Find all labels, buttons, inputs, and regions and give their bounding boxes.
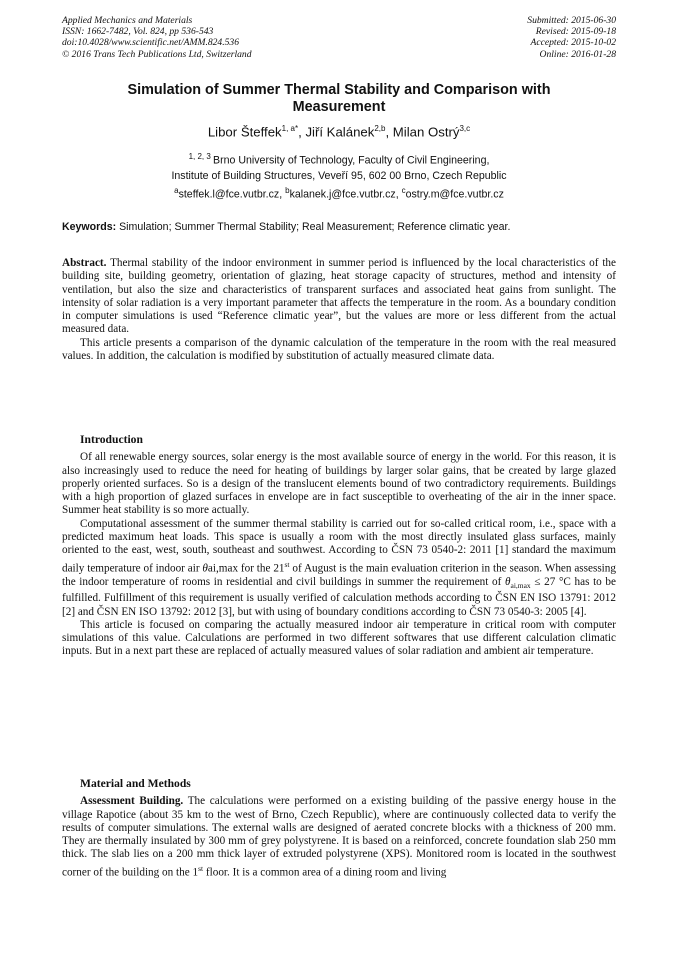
email-separator: , [395, 188, 402, 201]
theta-subscript: ai,max [510, 580, 531, 590]
methods-paragraph-1 [62, 795, 616, 880]
section-heading-introduction: Introduction [80, 433, 143, 446]
keywords-label: Keywords: [62, 221, 117, 233]
journal-name: Applied Mechanics and Materials [62, 15, 193, 26]
title-line-2: Measurement [292, 99, 386, 115]
intro-p2-text-c: of August is the main evaluation criterion in the season. When assessing the indoor temperature of rooms in residential and civil buildings in summer the requirement of [62, 562, 616, 588]
author-3-sup: 3,c [459, 124, 471, 133]
intro-paragraph-1: Of all renewable energy sources, solar energy is the most available source of energy in the world. For this reason, it is also increasingly used to reduce the need for heating of buildings by larger solar gains, that be created by large glazed properly oriented surfaces. So is a design of the translucent elements bound of two contradictory requirements. Buildings with a high proportion of glazed surfaces in envelope are in fact susceptible to overheating of the air in the inner space. Summer heat stability is so more actually. [62, 451, 616, 517]
methods-runin-heading: Assessment Building. [80, 795, 184, 808]
introduction-section [62, 433, 616, 659]
author-1: Libor Šteffek [207, 124, 282, 140]
ordinal-sup: st [198, 863, 204, 873]
email-b-link[interactable]: kalanek.j@fce.vutbr.cz [289, 188, 396, 201]
methods-text-a: The calculations were performed on a existing building of the passive energy house in the village Rapotice (about 35 km to the west of Brno, Czech Republic), where are continuously collected data to verify the results of computer simulations. The external walls are designed of aerated concrete blocks with a thickness of 200 mm. They are thermally insulated by 300 mm of grey polystyrene. It is based on a reinforced, concrete foundation slab 250 mm thick. The slab lies on a 200 mm thick layer of extruded polystyrene (XPS). Monitored room is located in the southwest corner of the building on the 1 [62, 795, 616, 879]
intro-p2-text-d: ≤ 27 °C has to be fulfilled. Fulfillment of this requirement is usually verified of calculation methods according to ČSN EN ISO 13791: 2012 [2] and ČSN EN ISO 13792: 2012 [3], but with using of boundary conditions according to ČSN 73 0540-3: 2005 [4]. [62, 575, 616, 618]
journal-header-right [527, 15, 616, 60]
author-1-sup: 1, a* [281, 124, 299, 133]
email-c-link[interactable]: ostry.m@fce.vutbr.cz [405, 188, 504, 201]
keywords [62, 221, 616, 233]
email-a-sup: a [174, 186, 179, 195]
issn-line: ISSN: 1662-7482, Vol. 824, pp 536-543 [62, 26, 214, 38]
author-list [62, 124, 616, 139]
author-3: Milan Ostrý [392, 124, 460, 140]
email-c-sup: c [401, 186, 406, 195]
methods-section [62, 777, 616, 880]
methods-text-b: floor. It is a common area of a dining room and living [203, 866, 447, 879]
email-a-link[interactable]: steffek.l@fce.vutbr.cz [178, 188, 280, 201]
theta-symbol: θ [202, 562, 208, 575]
revised-date: Revised: 2015-09-18 [535, 26, 616, 38]
online-date: Online: 2016-01-28 [539, 48, 616, 60]
doi-line[interactable]: doi:10.4028/www.scientific.net/AMM.824.536 [62, 37, 240, 49]
abstract-paragraph-2: This article presents a comparison of the dynamic calculation of the temperature in the room with the real measured values. In addition, the calculation is modified by substitution of actually measured climate data. [62, 336, 616, 363]
affiliation-line-1: Brno University of Technology, Faculty of Civil Engineering, [213, 154, 490, 167]
email-separator: , [279, 188, 286, 201]
affiliation-sup: 1, 2, 3 [188, 152, 214, 161]
submitted-date: Submitted: 2015-06-30 [527, 15, 616, 26]
abstract-label: Abstract. [62, 257, 107, 269]
email-list [62, 186, 616, 201]
affiliation-line-2: Institute of Building Structures, Veveří 95, 602 00 Brno, Czech Republic [171, 169, 507, 182]
abstract-section [62, 257, 616, 363]
paper-title [62, 82, 616, 116]
theta-symbol: θ [504, 575, 511, 588]
author-2-sup: 2,b [374, 124, 386, 133]
copyright-line: © 2016 Trans Tech Publications Ltd, Switzerland [62, 48, 252, 60]
journal-header-left [62, 15, 252, 60]
intro-paragraph-3: This article is focused on comparing the actually measured indoor air temperature in critical room with computer simulations of this value. Calculations are performed in two different softwares that use different calculation climatic inputs. But in a next part these are replaced of actually measured values of solar radiation and ambient air temperature. [62, 618, 616, 658]
intro-paragraph-2 [62, 518, 616, 619]
author-2: Jiří Kalánek [305, 124, 375, 140]
ordinal-sup: st [284, 559, 290, 569]
abstract-text-1: Thermal stability of the indoor environment in summer period is influenced by the local characteristics of the building site, building geometry, orientation of glazing, heat storage capacity of structures, method and intensity of ventilation, but also the size and characteristics of transparent surfaces and associated heat gains from sunlight. The intensity of solar radiation is a very important parameter that affects the temperature in the room. As a boundary condition in computer simulations is used “Reference climatic year”, but the values are more or less different from the actual measured data. [62, 257, 616, 336]
keywords-text: Simulation; Summer Thermal Stability; Real Measurement; Reference climatic year. [116, 221, 511, 233]
intro-p2-text-a: Computational assessment of the summer thermal stability is carried out for so-called critical room, i.e., space with a predicted maximum heat loads. This space is usually a room with the most directly insulated glass surfaces, mainly oriented to the east, west, south, southeast and southwest. According to ČSN 73 0540-2: 2011 [1] standard the maximum daily temperature of indoor air [62, 517, 616, 575]
intro-p2-text-b: ai,max for the 21 [207, 562, 285, 575]
email-b-sup: b [285, 186, 290, 195]
author-separator: , [298, 124, 306, 140]
accepted-date: Accepted: 2015-10-02 [530, 37, 616, 49]
affiliation [62, 149, 616, 184]
section-heading-methods: Material and Methods [80, 777, 191, 790]
abstract-paragraph-1 [62, 257, 616, 337]
title-line-1: Simulation of Summer Thermal Stability and Comparison with [127, 82, 551, 98]
author-separator: , [385, 124, 393, 140]
